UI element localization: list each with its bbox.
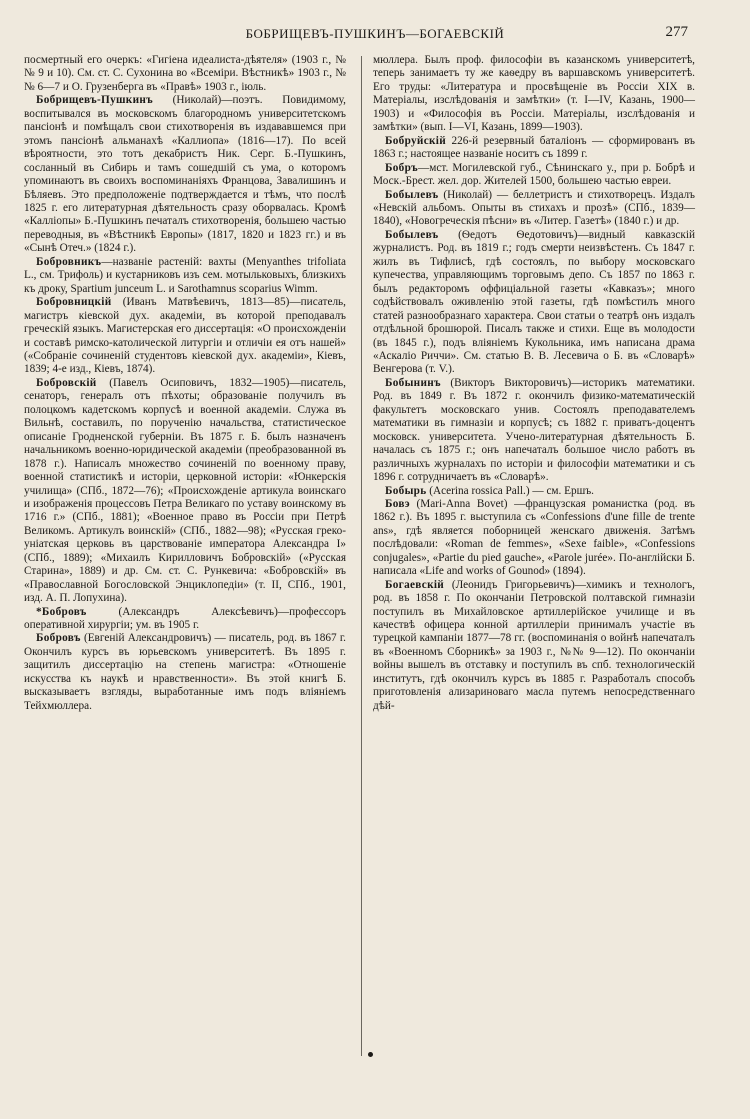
entry-headword: Бобровскій	[36, 376, 97, 389]
entry	[373, 229, 695, 377]
page-header	[0, 22, 750, 44]
right-column	[373, 54, 695, 713]
entry-text: (Mari-Anna Bovet) —французская романистка (род. въ 1862 г.). Въ 1895 г. выступила съ «Confessions d'une fille de trente ans», гдѣ является поборницей женскаго движенія. Затѣмъ послѣдовали: «Roman de femmes», «Sexe faible», «Confessions conjugales», «Partie du pied gauche», «Parole jurée». По-англійски Б. написала «Life and works of Gounod» (1894).	[373, 497, 695, 578]
entry	[24, 606, 346, 633]
entry	[373, 498, 695, 579]
entry	[373, 189, 695, 229]
entry-headword: Бобръ	[385, 161, 419, 174]
entry-text: (Acerina rossica Pall.) — см. Ершъ.	[426, 484, 594, 497]
entry-headword: Бобровникъ	[36, 255, 102, 268]
entry-continuation	[373, 54, 695, 135]
entry-text: (Ѳедотъ Ѳедотовичъ)—видный кавказскій журналистъ. Род. въ 1819 г.; годъ смерти неизвѣстенъ. Съ 1847 г. жилъ въ Тифлисѣ, гдѣ состоялъ, по выбору московскаго купечества, управляющимъ торговымъ депо. Съ 1857 по 1863 г. былъ редакторомъ оффиціальной газеты «Кавказъ»; много содѣйствовалъ оживленію этой газеты, гдѣ помѣстилъ много статей разнообразнаго характера. Свои статьи о театрѣ онъ издалъ отдѣльной брошюрой. Писалъ также и стихи. Еще въ молодости (въ 1845 г.), подъ вліяніемъ Кукольника, имъ написана драма «Аскаліо Риччи». См. статью В. В. Лесевича о Б. въ «Словарѣ» Венгерова (т. V.).	[373, 228, 695, 376]
entry-text: (Николай)—поэтъ. Повидимому, воспитывался въ московскомъ благородномъ университетскомъ пансіонѣ и помѣщалъ свои стихотворенія въ издававшемся при этомъ пансіонѣ альманахѣ «Каллиопа» (1816—17). По всей вѣроятности, это тотъ декабристъ Ник. Серг. Б.-Пушкинъ, сосланный въ Сибирь и тамъ сошедшій съ ума, о которомъ упоминаютъ въ своихъ воспоминаніяхъ Францова, Завалишинъ и Бѣляевъ. Это предположеніе подтверждается и тѣмъ, что послѣ 1825 г. его литературная дѣятельность сразу оборвалась. Кромѣ «Калліопы» Б.-Пушкинъ печаталъ стихотворенія, большею частью переводныя, въ «Вѣстникѣ Европы» (1817, 1820 и 1823 гг.) и въ «Сынѣ Отеч.» (1824 г.).	[24, 94, 346, 255]
entry	[24, 296, 346, 377]
entry-text: (Викторъ Викторовичъ)—историкъ математики. Род. въ 1849 г. Въ 1872 г. окончилъ физико-математическій факультетъ московскаго унив. Состоялъ преподавателемъ математики въ гимназіи и корпусѣ; съ 1882 г. приватъ-доцентъ московск. университета. Учено-литературная дѣятельность Б. началась съ 1875 г.; онъ напечаталъ большое число работъ въ различныхъ журналахъ по исторіи и философіи математики и съ 1896 г. сотрудничаетъ въ «Словарѣ».	[373, 376, 695, 484]
entry-text: мюллера. Былъ проф. философіи въ казанскомъ университетѣ, теперь занимаетъ ту же каѳедру въ варшавскомъ университетѣ. Его труды: «Литература и просвѣщеніе въ Россіи XIX в. Матеріалы, изслѣдованія и замѣтки» (т. I—IV, Казань, 1900—1903) и «Философія въ Россіи. Матеріалы, изслѣдованія и замѣтки» (вып. I—VI, Казань, 1899—1903).	[373, 54, 695, 134]
entry	[373, 135, 695, 162]
entry-headword: Бобрищевъ-Пушкинъ	[36, 94, 153, 107]
entry	[24, 632, 346, 713]
entry	[373, 485, 695, 498]
entry-text: (Леонидъ Григорьевичъ)—химикъ и технологъ, род. въ 1858 г. По окончаніи Петровской полтавской гимназіи поступилъ въ Михайловское артиллерійское училище и въ качествѣ офицера конной артиллеріи принималъ участіе въ турецкой кампаніи 1877—78 гг. (воспоминанія о войнѣ напечаталъ въ «Военномъ Сборникѣ» за 1903 г., №№ 9—12). По окончаніи войны вышелъ въ отставку и поступилъ въ спб. технологическій институтъ, гдѣ окончилъ курсъ въ 1885 г. Разработалъ способъ приготовленія ализариноваго масла путемъ непосредственнаго дѣй-	[373, 578, 695, 712]
entry-text: (Иванъ Матвѣевичъ, 1813—85)—писатель, магистръ кіевской дух. академіи, въ которой преподавалъ греческій языкъ. Магистерская его диссертація: «О происхожденіи и составѣ римско-католической литургіи и отличіи ея отъ нашей» («Собраніе сочиненій студентовъ кіевской дух. академіи», Кіевъ, 1839; 4-е изд., Кіевъ, 1874).	[24, 296, 346, 376]
entry-headword: Бобровъ	[36, 632, 81, 645]
left-column	[24, 54, 346, 713]
entry	[24, 256, 346, 296]
entry-headword: Богаевскій	[385, 578, 445, 591]
entry-text: 226-й резервный баталіонъ — сформированъ въ 1863 г.; настоящее названіе носитъ съ 1899 г.	[373, 134, 695, 161]
column-divider	[361, 56, 362, 1056]
entry	[24, 377, 346, 606]
entry-headword: Бобырь	[385, 484, 427, 497]
entry-text: (Александръ Алексѣевичъ)—профессоръ оперативной хирургіи; ум. въ 1905 г.	[24, 605, 346, 632]
entry-headword: Бобылевъ	[385, 228, 439, 241]
entry-continuation	[24, 54, 346, 94]
page-number: 277	[665, 24, 688, 40]
entry	[24, 94, 346, 255]
entry-headword: *Бобровъ	[36, 605, 87, 618]
running-head: БОБРИЩЕВЪ-ПУШКИНЪ—БОГАЕВСКІЙ	[245, 26, 505, 41]
entry-headword: Бобынинъ	[385, 376, 441, 389]
entry-headword: Бовэ	[385, 497, 410, 510]
footer-dot-ornament	[368, 1052, 373, 1057]
entry	[373, 162, 695, 189]
entry	[373, 579, 695, 714]
entry	[373, 377, 695, 485]
entry-text: (Павелъ Осиповичъ, 1832—1905)—писатель, сенаторъ, генералъ отъ пѣхоты; образованіе получилъ въ полоцкомъ кадетскомъ корпусѣ и военной академіи. Служа въ Вильнѣ, составилъ, по порученію начальства, статистическое описаніе Гродненской губерніи. Въ 1875 г. Б. былъ назначенъ начальникомъ военно-юридической академіи (преобразованной въ 1878 г.). Написалъ множество сочиненій по военному праву, военной статистикѣ и исторіи, церковной исторіи: «Юнкерскія училища» (СПб., 1872—76); «Происхожденіе артикула воинскаго и изображенія процессовъ Петра Великаго по уставу воинскому въ 1716 г.» (СПб., 1881); «Военное право въ Россіи при Петрѣ Великомъ. Артикулъ воинскій» (СПб., 1882—98); «Русская греко-уніатская церковь въ царствованіе императора Александра I» (СПб., 1889); «Михаилъ Кирилловичъ Бобровскій» («Русская Старина», 1889) и др. См. ст. С. Рункевича: «Бобровскій» въ «Православной Богословской Энциклопедіи» (т. II, СПб., 1901, изд. А. П. Лопухина).	[24, 376, 346, 605]
entry-text: —мст. Могилевской губ., Сѣнинскаго у., при р. Бобрѣ и Моск.-Брест. жел. дор. Жителей 1500, большею частью евреи.	[373, 161, 695, 188]
entry-headword: Бобровницкій	[36, 296, 112, 309]
entry-text: (Евгеній Александровичъ) — писатель, род. въ 1867 г. Окончилъ курсъ въ юрьевскомъ университетѣ. Въ 1895 г. защитилъ диссертацію на степень магистра: «Отношеніе искусства къ наукѣ и нравственности». Въ этой книгѣ Б. высказываетъ взгляды, выработанные имъ подъ вліяніемъ Тейхмюллера.	[24, 632, 346, 712]
entry-headword: Бобылевъ	[385, 188, 439, 201]
entry-text: (Николай) — беллетристъ и стихотворецъ. Издалъ «Невскій альбомъ. Опыты въ стихахъ и прозѣ» (СПб., 1839—1840), «Новогреческія пѣсни» въ «Литер. Газетѣ» (1840 г.) и др.	[373, 188, 695, 228]
entry-text: посмертный его очеркъ: «Гигіена идеалиста-дѣятеля» (1903 г., №№ 9 и 10). См. ст. С. Сухонина во «Всеміри. Вѣстникѣ» 1903 г., №№ 6—7 и О. Грузенберга въ «Правѣ» 1903 г., іюль.	[24, 54, 346, 93]
entry-headword: Бобруйскій	[385, 134, 446, 147]
entry-text: —названіе растеній: вахты (Menyanthes trifoliata L., см. Трифоль) и кустарниковъ изъ сем. мотыльковыхъ, близкихъ къ дроку, Spartium junceum L. и Sarothamnus scoparius Wimm.	[24, 255, 346, 295]
